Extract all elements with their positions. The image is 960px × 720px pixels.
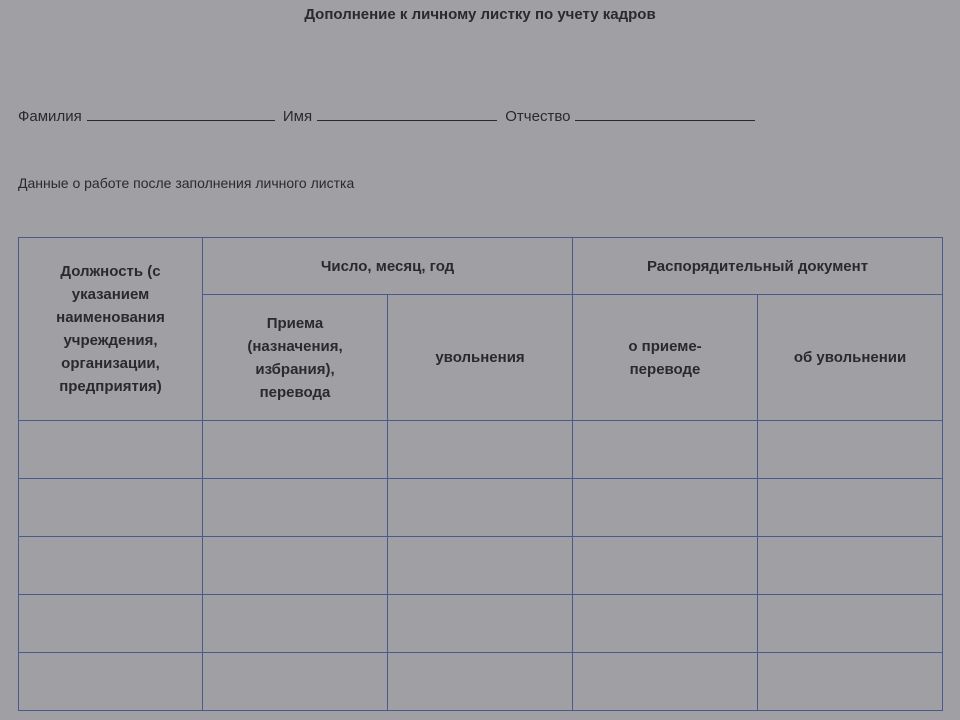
- table-cell[interactable]: [203, 653, 388, 711]
- table-cell[interactable]: [203, 537, 388, 595]
- table-cell[interactable]: [573, 479, 758, 537]
- table-cell[interactable]: [388, 479, 573, 537]
- work-history-table: [18, 237, 943, 711]
- table-cell[interactable]: [758, 421, 943, 479]
- table-row: [19, 537, 943, 595]
- table-cell[interactable]: [573, 537, 758, 595]
- table-cell[interactable]: [203, 421, 388, 479]
- name-fields: [18, 106, 759, 125]
- header-row-1: [19, 238, 943, 295]
- col-doc-group-header: Распорядительный документ: [573, 238, 943, 295]
- table-cell[interactable]: [388, 537, 573, 595]
- table-cell[interactable]: [573, 595, 758, 653]
- col-date-hire-header: Приема (назначения, избрания), перевода: [203, 295, 388, 421]
- name-field[interactable]: [317, 106, 497, 121]
- section-subtitle: Данные о работе после заполнения личного листка: [18, 175, 355, 191]
- col-date-dismissal-header: увольнения: [388, 295, 573, 421]
- table-cell[interactable]: [19, 653, 203, 711]
- col-doc-hire-header: о приеме-переводе: [573, 295, 758, 421]
- document-title: Дополнение к личному листку по учету кадров: [304, 6, 656, 23]
- patronymic-label: Отчество: [505, 108, 571, 125]
- table-row: [19, 421, 943, 479]
- table-cell[interactable]: [203, 479, 388, 537]
- surname-field[interactable]: [87, 106, 275, 121]
- table-cell[interactable]: [19, 421, 203, 479]
- col-date-group-header: Число, месяц, год: [203, 238, 573, 295]
- table-cell[interactable]: [758, 537, 943, 595]
- table-cell[interactable]: [758, 595, 943, 653]
- col-position-header: Должность (с указанием наименования учреждения, организации, предприятия): [19, 238, 203, 421]
- table-cell[interactable]: [388, 421, 573, 479]
- table-cell[interactable]: [19, 595, 203, 653]
- table-row: [19, 653, 943, 711]
- table-row: [19, 479, 943, 537]
- table-cell[interactable]: [388, 595, 573, 653]
- table-cell[interactable]: [573, 421, 758, 479]
- name-label: Имя: [282, 108, 313, 125]
- table-cell[interactable]: [203, 595, 388, 653]
- col-doc-dismissal-header: об увольнении: [758, 295, 943, 421]
- table-cell[interactable]: [573, 653, 758, 711]
- table-cell[interactable]: [19, 479, 203, 537]
- table-cell[interactable]: [758, 653, 943, 711]
- table-cell[interactable]: [19, 537, 203, 595]
- table-cell[interactable]: [758, 479, 943, 537]
- surname-label: Фамилия: [18, 108, 82, 125]
- table-row: [19, 595, 943, 653]
- patronymic-field[interactable]: [575, 106, 755, 121]
- table-cell[interactable]: [388, 653, 573, 711]
